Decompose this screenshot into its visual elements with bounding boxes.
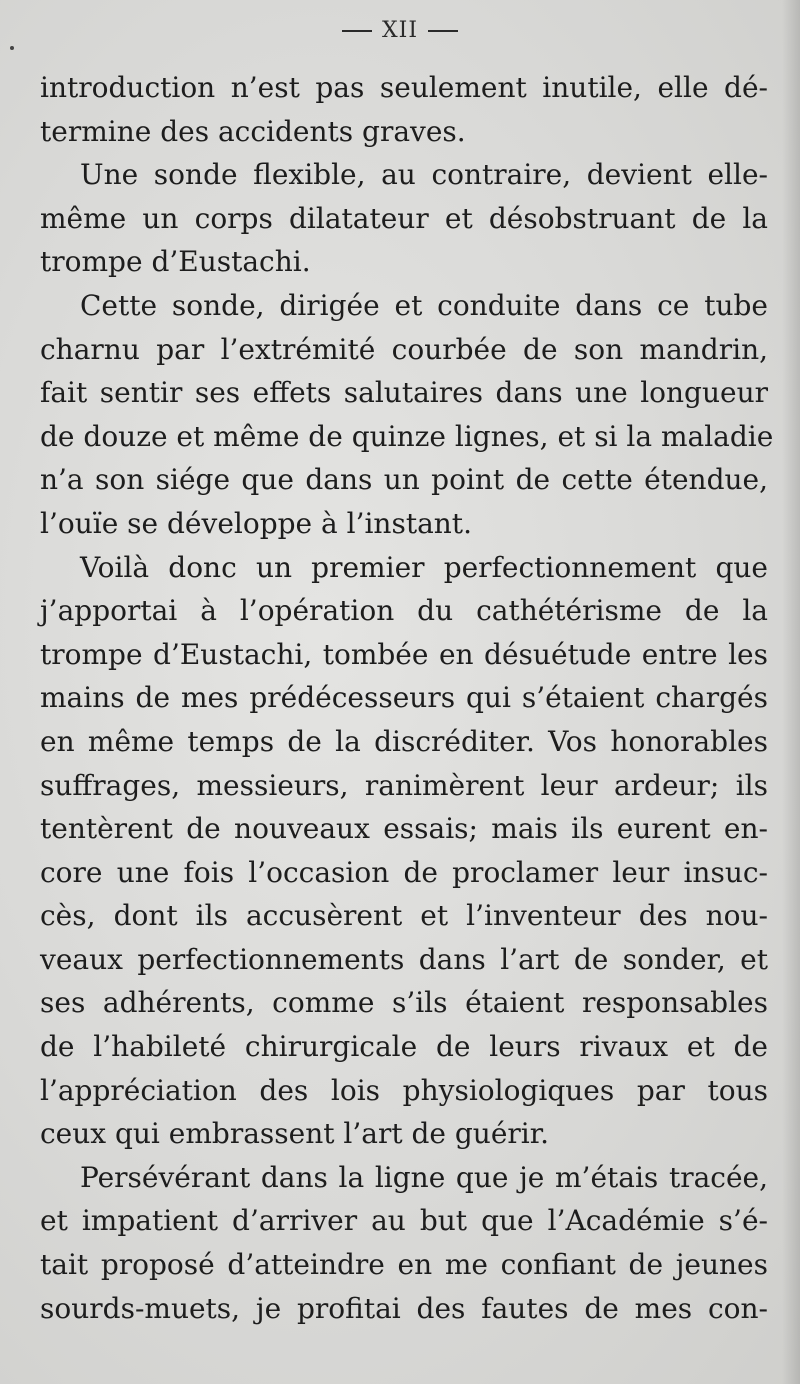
text-line: Voilà donc un premier perfectionnement que [80, 550, 768, 584]
text-line: trompe d’Eustachi. [40, 245, 311, 279]
text-line: mains de mes prédécesseurs qui s’étaient chargés [40, 681, 768, 715]
text-line: ses adhérents, comme s’ils étaient responsables [40, 986, 768, 1020]
body-text [40, 66, 774, 1330]
text-line: en même temps de la discréditer. Vos honorables [40, 724, 768, 758]
text-line: n’a son siége que dans un point de cette étendue, [40, 463, 768, 497]
text-line: et impatient d’arriver au but que l’Académie s’é- [40, 1204, 768, 1238]
ink-speck [10, 46, 14, 50]
text-line: core une fois l’occasion de proclamer leur insuc- [40, 855, 768, 889]
text-line: ceux qui embrassent l’art de guérir. [40, 1117, 549, 1151]
text-line: tentèrent de nouveaux essais; mais ils eurent en- [40, 812, 768, 846]
text-line: Persévérant dans la ligne que je m’étais tracée, [80, 1160, 768, 1194]
page-number-dash-right [428, 30, 458, 32]
text-line: charnu par l’extrémité courbée de son mandrin, [40, 332, 768, 366]
text-line: cès, dont ils accusèrent et l’inventeur des nou- [40, 899, 768, 933]
text-line: fait sentir ses effets salutaires dans une longueur [40, 376, 768, 410]
text-line: de douze et même de quinze lignes, et si la maladie [40, 419, 774, 453]
text-line: trompe d’Eustachi, tombée en désuétude entre les [40, 637, 768, 671]
page-number-text: XII [381, 18, 419, 43]
page-number-dash-left [342, 30, 372, 32]
text-line: même un corps dilatateur et désobstruant de la [40, 201, 768, 235]
text-line: suffrages, messieurs, ranimèrent leur ardeur; ils [40, 768, 768, 802]
text-line: veaux perfectionnements dans l’art de sonder, et [40, 942, 768, 976]
text-line: Cette sonde, dirigée et conduite dans ce tube [80, 288, 768, 322]
page-edge-shadow [782, 0, 800, 1384]
text-line: l’appréciation des lois physiologiques par tous [40, 1073, 768, 1107]
text-line: tait proposé d’atteindre en me confiant de jeunes [40, 1248, 768, 1282]
text-line: de l’habileté chirurgicale de leurs rivaux et de [40, 1030, 768, 1064]
text-line: introduction n’est pas seulement inutile, elle dé- [40, 71, 768, 104]
page-number [0, 18, 800, 43]
text-line: sourds-muets, je profitai des fautes de mes con- [40, 1291, 768, 1325]
text-line: Une sonde flexible, au contraire, devient elle- [80, 158, 768, 192]
text-line: termine des accidents graves. [40, 114, 466, 148]
text-line: j’apportai à l’opération du cathétérisme de la [40, 594, 768, 628]
text-line: l’ouïe se développe à l’instant. [40, 506, 472, 540]
